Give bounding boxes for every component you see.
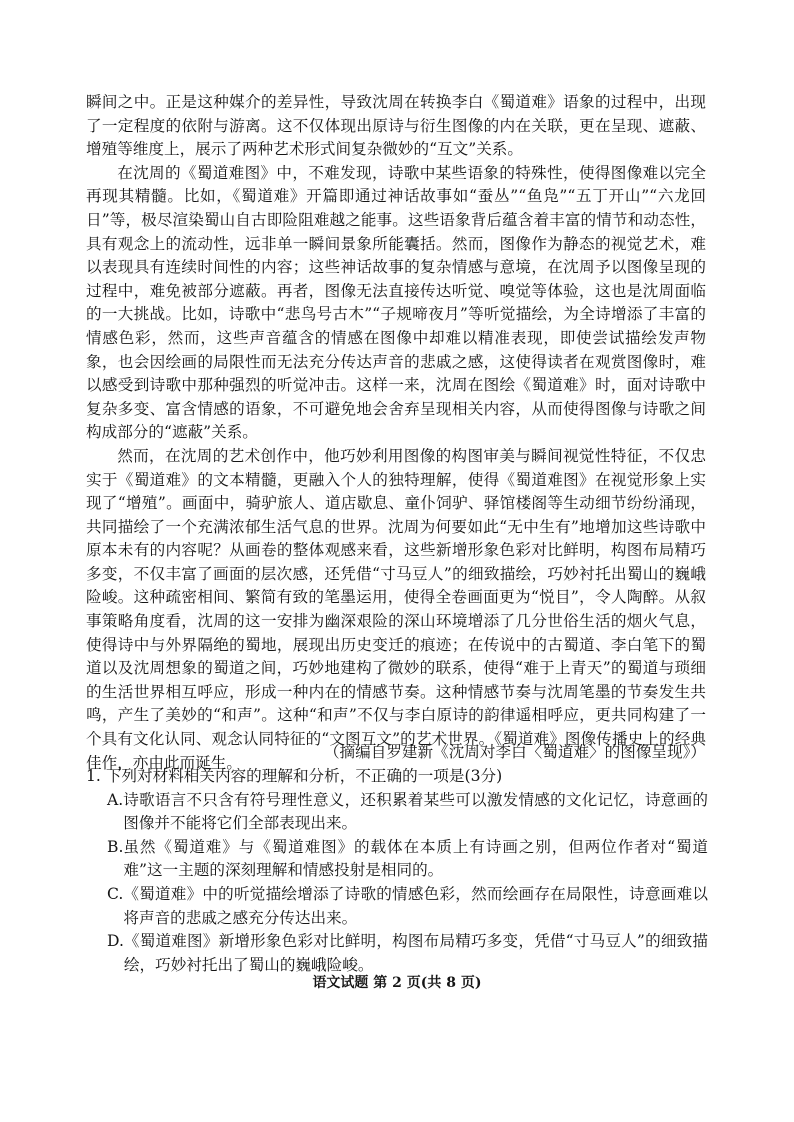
option-d[interactable] <box>107 930 708 977</box>
option-text: 《蜀道难图》新增形象色彩对比鲜明，构图布局精巧多变，凭借“寸马豆人”的细致描绘，巧妙衬托出了蜀山的巍峨险峻。 <box>123 932 708 974</box>
passage-paragraph-3: 然而，在沈周的艺术创作中，他巧妙利用图像的构图审美与瞬间视觉性特征，不仅忠实于《蜀道难》的文本精髓，更融入个人的独特理解，使得《蜀道难图》在视觉形象上实现了“增殖”。画面中，骑驴旅人、道店歇息、童仆饲驴、驿馆楼阁等生动细节纷纷涌现，共同描绘了一个充满浓郁生活气息的世界。沈周为何要如此“无中生有”地增加这些诗歌中原本未有的内容呢？从画卷的整体观感来看，这些新增形象色彩对比鲜明，构图布局精巧多变，不仅丰富了画面的层次感，还凭借“寸马豆人”的细致描绘，巧妙衬托出蜀山的巍峨险峻。这种疏密相间、繁简有致的笔墨运用，使得全卷画面更为“悦目”，令人陶醉。从叙事策略角度看，沈周的这一安排为幽深艰险的深山环境增添了几分世俗生活的烟火气息，使得诗中与外界隔绝的蜀地，展现出历史变迁的痕迹；在传说中的古蜀道、李白笔下的蜀道以及沈周想象的蜀道之间，巧妙地建构了微妙的联系，使得“难于上青天”的蜀道与琐细的生活世界相互呼应，形成一种内在的情感节奏。这种情感节奏与沈周笔墨的节奏发生共鸣，产生了美妙的“和声”。这种“和声”不仅与李白原诗的韵律遥相呼应，更共同构建了一个具有文化认同、观念认同特征的“文图互文”的艺术世界。《蜀道难》图像传播史上的经典佳作，亦由此而诞生。 <box>86 446 706 772</box>
option-letter: A. <box>107 790 124 809</box>
answer-options <box>86 789 708 978</box>
passage-paragraph-1: 瞬间之中。正是这种媒介的差异性，导致沈周在转换李白《蜀道难》语象的过程中，出现了一定程度的依附与游离。这不仅体现出原诗与衍生图像的内在关联，更在呈现、遮蔽、增殖等维度上，展示了两种艺术形式间复杂微妙的“互文”关系。 <box>86 93 706 159</box>
question-stem: 1. 下列对材料相关内容的理解和分析，不正确的一项是(3分) <box>86 767 503 785</box>
reading-passage <box>86 91 706 775</box>
page-footer: 语文试题 第 2 页(共 8 页) <box>312 975 482 991</box>
option-c[interactable] <box>107 883 708 930</box>
option-text: 诗歌语言不只含有符号理性意义，还积累着某些可以激发情感的文化记忆，诗意画的图像并不能将它们全部表现出来。 <box>123 790 708 833</box>
option-text: 《蜀道难》中的听觉描绘增添了诗歌的情感色彩，然而绘画存在局限性，诗意画难以将声音的悲戚之感充分传达出来。 <box>123 884 708 927</box>
source-citation: （摘编自罗建新《沈周对李白〈蜀道难〉的图像呈现》） <box>323 743 706 761</box>
option-letter: C. <box>107 884 124 903</box>
question-1 <box>86 765 708 977</box>
option-letter: D. <box>107 932 124 951</box>
option-text: 虽然《蜀道难》与《蜀道难图》的载体在本质上有诗画之别，但两位作者对“蜀道难”这一主题的深刻理解和情感投射是相同的。 <box>123 837 708 880</box>
passage-paragraph-2: 在沈周的《蜀道难图》中，不难发现，诗歌中某些语象的特殊性，使得图像难以完全再现其精髓。比如，《蜀道难》开篇即通过神话故事如“蚕丛”“鱼凫”“五丁开山”“六龙回日”等，极尽渲染蜀山自古即险阻难越之能事。这些语象背后蕴含着丰富的情节和动态性，具有观念上的流动性，远非单一瞬间景象所能囊括。然而，图像作为静态的视觉艺术，难以表现具有连续时间性的内容；这些神话故事的复杂情感与意境，在沈周予以图像呈现的过程中，难免被部分遮蔽。再者，图像无法直接传达听觉、嗅觉等体验，这也是沈周面临的一大挑战。比如，诗歌中“悲鸟号古木”“子规啼夜月”等听觉描绘，为全诗增添了丰富的情感色彩，然而，这些声音蕴含的情感在图像中却难以精准表现，即使尝试描绘发声物象，也会因绘画的局限性而无法充分传达声音的悲戚之感，这使得读者在观赏图像时，难以感受到诗歌中那种强烈的听觉冲击。这样一来，沈周在图绘《蜀道难》时，面对诗歌中复杂多变、富含情感的语象，不可避免地会舍弃呈现相关内容，从而使得图像与诗歌之间构成部分的“遮蔽”关系。 <box>86 163 706 442</box>
option-a[interactable] <box>107 789 708 836</box>
option-letter: B. <box>107 837 124 856</box>
option-b[interactable] <box>107 836 708 883</box>
